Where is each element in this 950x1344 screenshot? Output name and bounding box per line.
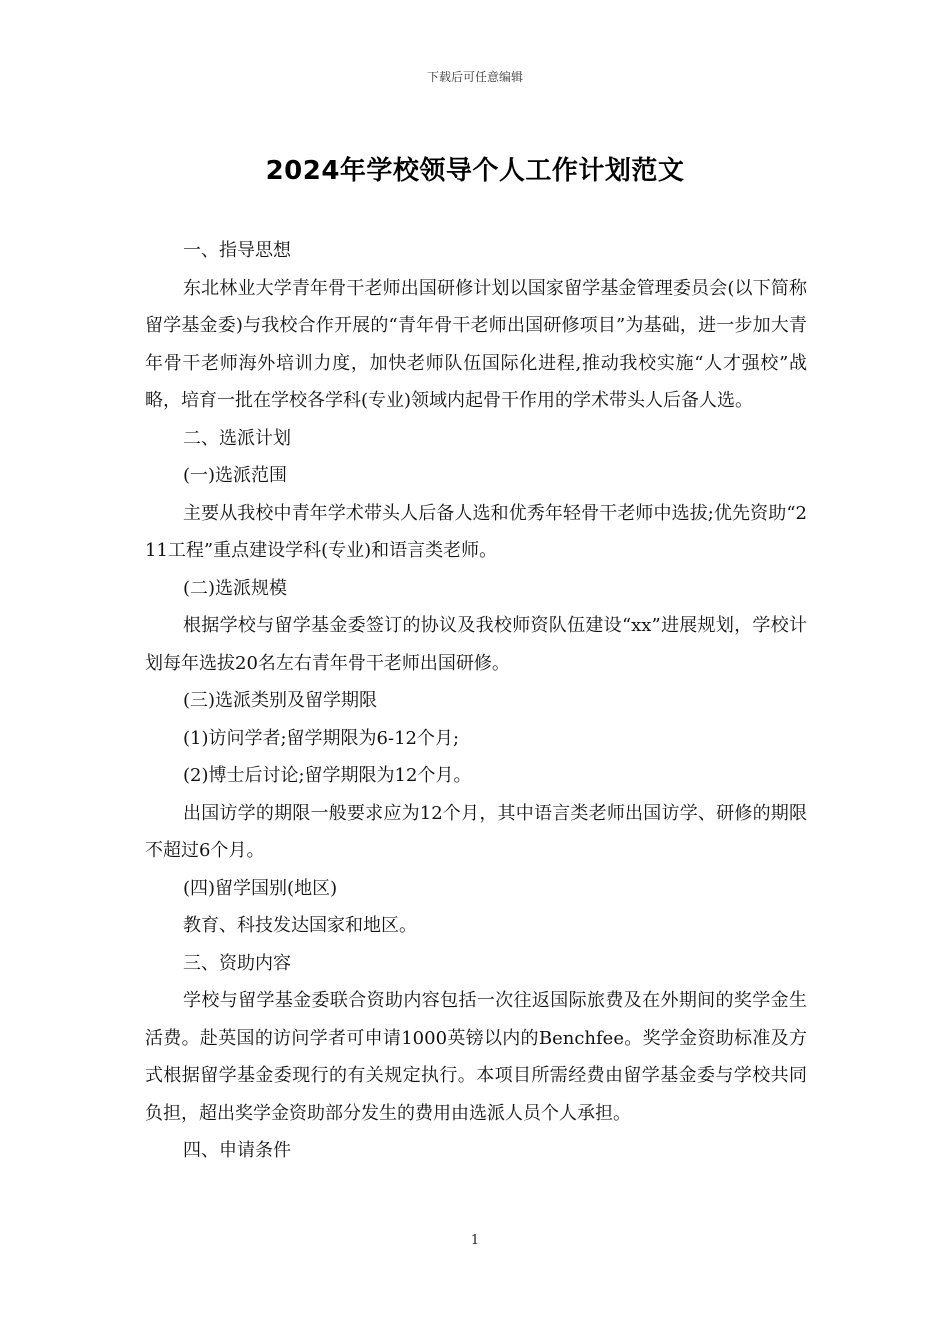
paragraph: 学校与留学基金委联合资助内容包括一次往返国际旅费及在外期间的奖学金生活费。赴英国的访问学者可申请1000英镑以内的Benchfee。奖学金资助标准及方式根据留学基金委现行的有关规定执行。本项目所需经费由留学基金委与学校共同负担，超出奖学金资助部分发生的费用由选派人员个人承担。 xyxy=(145,990,807,1124)
paragraph: 根据学校与留学基金委签订的协议及我校师资队伍建设“xx”进展规划，学校计划每年选拔20名左右青年骨干老师出国研修。 xyxy=(145,615,807,674)
list-item: (2)博士后讨论;留学期限为12个月。 xyxy=(183,765,472,786)
paragraph: 主要从我校中青年学术带头人后备人选和优秀年轻骨干老师中选拔;优先资助“211工程”重点建设学科(专业)和语言类老师。 xyxy=(145,502,807,561)
page-number: 1 xyxy=(470,1233,480,1248)
subsection-heading: (二)选派规模 xyxy=(183,577,288,599)
subsection-heading: (四)留学国别(地区) xyxy=(183,877,338,899)
document-body xyxy=(145,232,807,1170)
section-heading: 四、申请条件 xyxy=(183,1140,291,1161)
section-heading: 二、选派计划 xyxy=(183,427,291,449)
section-heading: 一、指导思想 xyxy=(183,240,291,261)
paragraph: 教育、科技发达国家和地区。 xyxy=(183,915,417,936)
paragraph: 出国访学的期限一般要求应为12个月，其中语言类老师出国访学、研修的期限不超过6个月。 xyxy=(145,802,807,861)
document-title: 2024年学校领导个人工作计划范文 xyxy=(265,156,685,186)
subsection-heading: (三)选派类别及留学期限 xyxy=(183,690,378,711)
list-item: (1)访问学者;留学期限为6-12个月; xyxy=(183,727,460,749)
section-heading: 三、资助内容 xyxy=(183,952,291,974)
header-note: 下载后可任意编辑 xyxy=(426,70,523,84)
paragraph: 东北林业大学青年骨干老师出国研修计划以国家留学基金管理委员会(以下简称留学基金委)与我校合作开展的“青年骨干老师出国研修项目”为基础，进一步加大青年骨干老师海外培训力度，加快老师队伍国际化进程,推动我校实施“人才强校”战略，培育一批在学校各学科(专业)领域内起骨干作用的学术带头人后备人选。 xyxy=(145,277,807,411)
subsection-heading: (一)选派范围 xyxy=(183,465,288,486)
